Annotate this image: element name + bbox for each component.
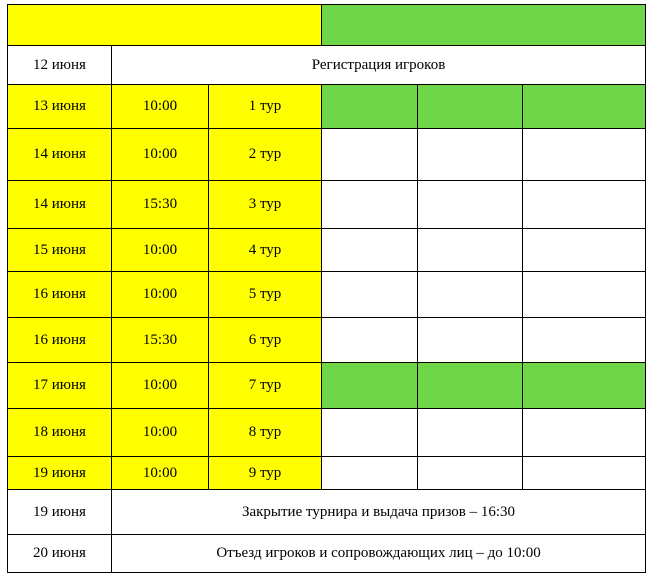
date-cell: 17 июня (8, 363, 112, 409)
header-cell-green (322, 5, 646, 46)
date-cell: 18 июня (8, 409, 112, 457)
date-cell: 13 июня (8, 85, 112, 129)
time-cell: 10:00 (112, 272, 209, 318)
schedule-row (8, 85, 646, 129)
time-cell: 10:00 (112, 457, 209, 490)
result-cell (322, 229, 418, 272)
schedule-row (8, 318, 646, 363)
result-cell (523, 457, 646, 490)
round-cell: 3 тур (209, 181, 322, 229)
schedule-row (8, 363, 646, 409)
result-cell (418, 363, 523, 409)
result-cell (523, 363, 646, 409)
round-cell: 5 тур (209, 272, 322, 318)
result-cell (523, 129, 646, 181)
result-cell (322, 318, 418, 363)
schedule-row (8, 409, 646, 457)
date-cell: 16 июня (8, 272, 112, 318)
result-cell (523, 181, 646, 229)
round-cell: 9 тур (209, 457, 322, 490)
result-cell (418, 318, 523, 363)
date-cell: 19 июня (8, 457, 112, 490)
result-cell (523, 272, 646, 318)
result-cell (523, 318, 646, 363)
result-cell (322, 129, 418, 181)
date-cell: 14 июня (8, 129, 112, 181)
result-cell (322, 409, 418, 457)
schedule-row (8, 272, 646, 318)
result-cell (418, 181, 523, 229)
time-cell: 15:30 (112, 318, 209, 363)
schedule-row (8, 457, 646, 490)
tournament-schedule-table (7, 4, 646, 573)
date-cell: 16 июня (8, 318, 112, 363)
result-cell (418, 85, 523, 129)
header-row (8, 5, 646, 46)
time-cell: 15:30 (112, 181, 209, 229)
date-cell: 12 июня (8, 46, 112, 85)
result-cell (523, 409, 646, 457)
date-cell: 19 июня (8, 490, 112, 535)
round-cell: 7 тур (209, 363, 322, 409)
event-cell: Регистрация игроков (112, 46, 646, 85)
time-cell: 10:00 (112, 85, 209, 129)
result-cell (322, 272, 418, 318)
date-cell: 14 июня (8, 181, 112, 229)
result-cell (523, 229, 646, 272)
result-cell (322, 457, 418, 490)
event-cell: Закрытие турнира и выдача призов – 16:30 (112, 490, 646, 535)
time-cell: 10:00 (112, 409, 209, 457)
result-cell (418, 229, 523, 272)
schedule-row (8, 46, 646, 85)
time-cell: 10:00 (112, 229, 209, 272)
schedule-row (8, 229, 646, 272)
result-cell (322, 363, 418, 409)
round-cell: 6 тур (209, 318, 322, 363)
schedule-row (8, 535, 646, 573)
result-cell (523, 85, 646, 129)
date-cell: 15 июня (8, 229, 112, 272)
result-cell (322, 181, 418, 229)
header-cell-yellow (8, 5, 322, 46)
time-cell: 10:00 (112, 129, 209, 181)
schedule-row (8, 129, 646, 181)
result-cell (418, 409, 523, 457)
round-cell: 4 тур (209, 229, 322, 272)
result-cell (418, 457, 523, 490)
schedule-row (8, 490, 646, 535)
round-cell: 8 тур (209, 409, 322, 457)
schedule-row (8, 181, 646, 229)
result-cell (418, 129, 523, 181)
round-cell: 2 тур (209, 129, 322, 181)
result-cell (418, 272, 523, 318)
event-cell: Отъезд игроков и сопровождающих лиц – до 10:00 (112, 535, 646, 573)
time-cell: 10:00 (112, 363, 209, 409)
round-cell: 1 тур (209, 85, 322, 129)
date-cell: 20 июня (8, 535, 112, 573)
result-cell (322, 85, 418, 129)
